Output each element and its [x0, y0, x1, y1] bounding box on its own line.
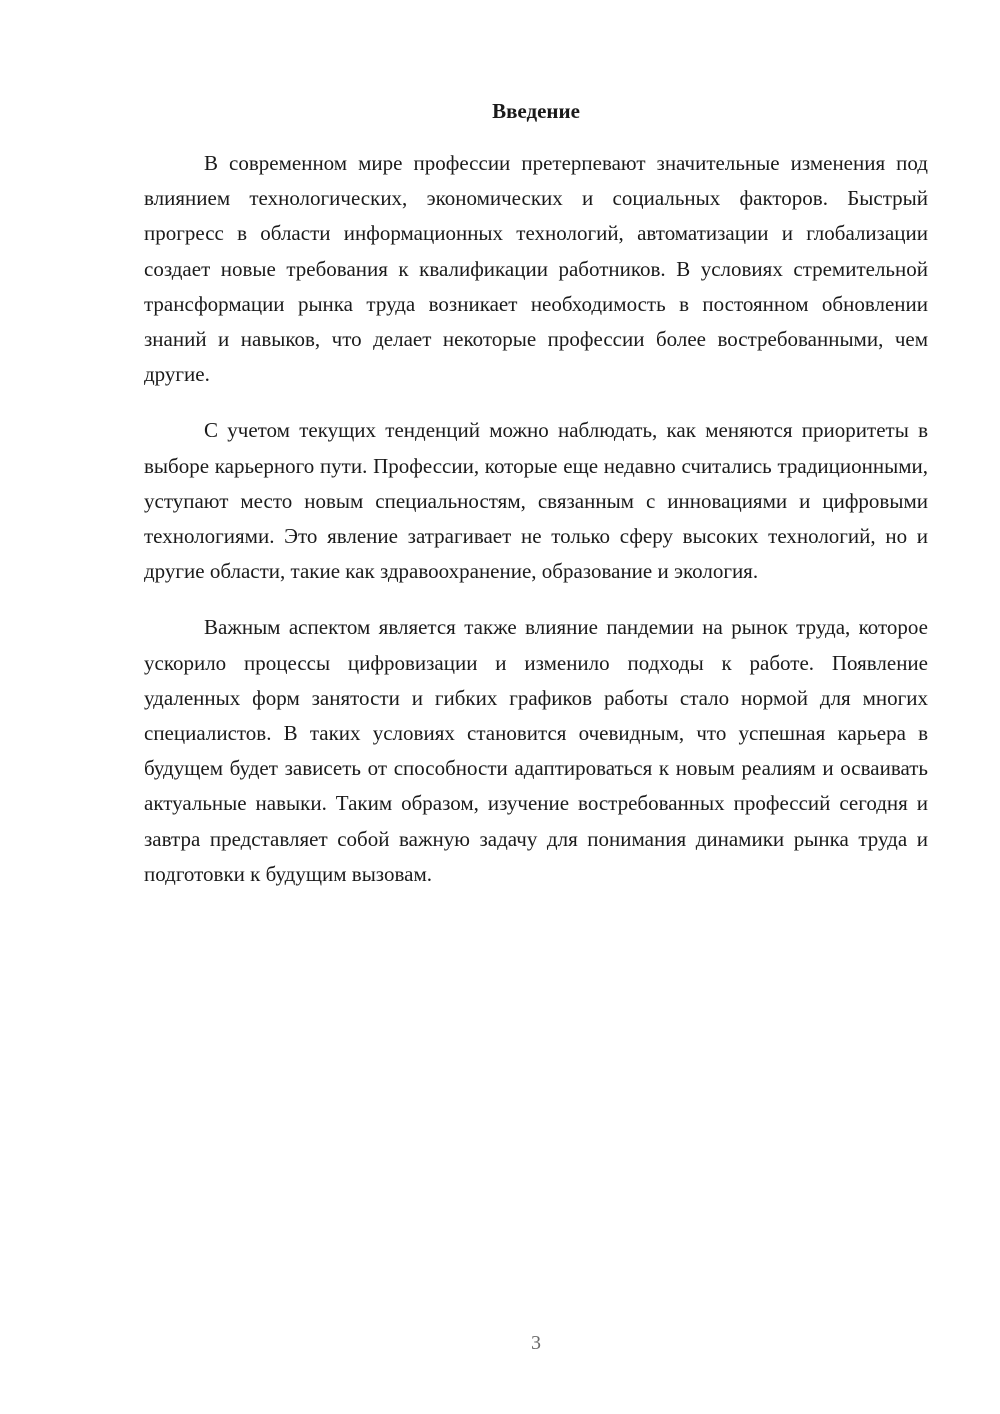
page-content — [144, 94, 928, 913]
paragraph-1: В современном мире профессии претерпевают значительные изменения под влиянием технологических, экономических и социальных факторов. Быстрый прогресс в области информационных технологий, автоматизации и глобализации создает новые требования к квалификации работников. В условиях стремительной трансформации рынка труда возникает необходимость в постоянном обновлении знаний и навыков, что делает некоторые профессии более востребованными, чем другие. — [144, 151, 928, 387]
paragraph-2: С учетом текущих тенденций можно наблюдать, как меняются приоритеты в выборе карьерного пути. Профессии, которые еще недавно считались традиционными, уступают место новым специальностям, связанным с инновациями и цифровыми технологиями. Это явление затрагивает не только сферу высоких технологий, но и другие области, такие как здравоохранение, образование и экология. — [144, 418, 928, 584]
paragraph-3: Важным аспектом является также влияние пандемии на рынок труда, которое ускорило процессы цифровизации и изменило подходы к работе. Появление удаленных форм занятости и гибких графиков работы стало нормой для многих специалистов. В таких условиях становится очевидным, что успешная карьера в будущем будет зависеть от способности адаптироваться к новым реалиям и осваивать актуальные навыки. Таким образом, изучение востребованных профессий сегодня и завтра представляет собой важную задачу для понимания динамики рынка труда и подготовки к будущим вызовам. — [144, 615, 928, 886]
page-number: 3 — [531, 1332, 541, 1354]
section-title: Введение — [492, 99, 580, 123]
